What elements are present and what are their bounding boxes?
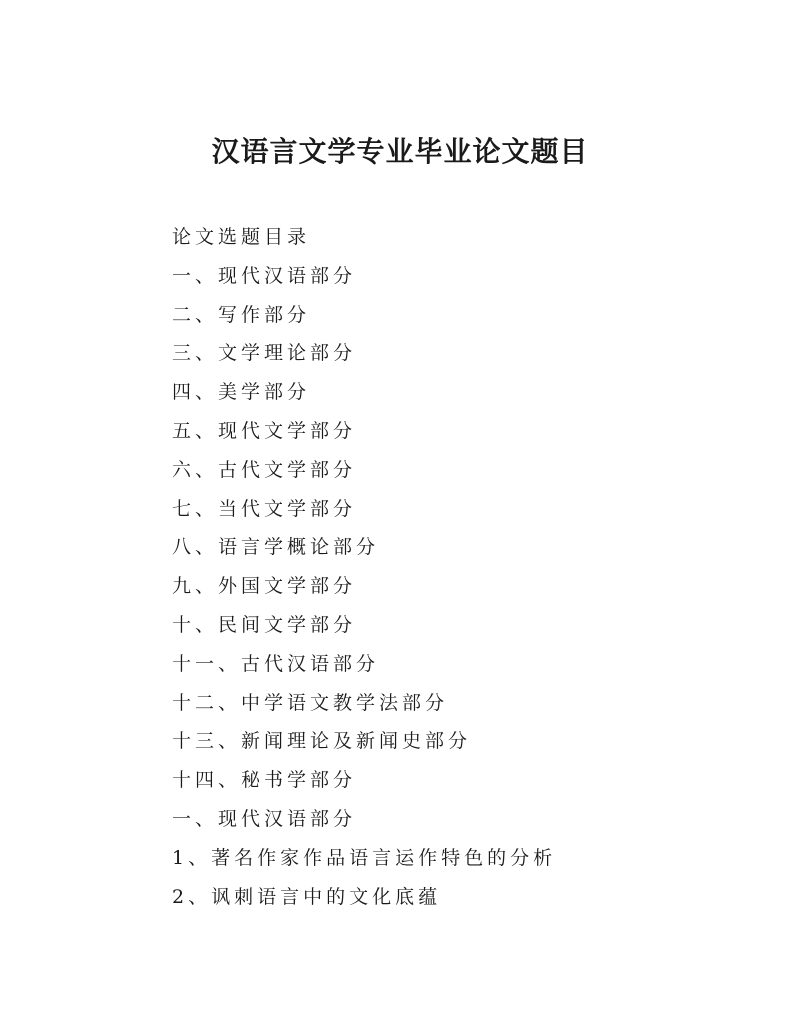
list-item: 二、写作部分 xyxy=(172,303,311,326)
document-title: 汉语言文学专业毕业论文题目 xyxy=(211,135,589,168)
list-item: 2、讽刺语言中的文化底蕴 xyxy=(172,885,442,908)
list-item: 1、著名作家作品语言运作特色的分析 xyxy=(172,846,557,869)
list-item: 十一、古代汉语部分 xyxy=(172,652,380,675)
list-item: 九、外国文学部分 xyxy=(172,575,357,598)
list-item: 十二、中学语文教学法部分 xyxy=(172,691,449,714)
list-item: 三、文学理论部分 xyxy=(172,342,357,365)
list-item: 五、现代文学部分 xyxy=(172,419,357,442)
list-item: 十三、新闻理论及新闻史部分 xyxy=(172,730,472,753)
table-of-contents xyxy=(172,218,752,916)
list-item: 八、语言学概论部分 xyxy=(172,536,380,559)
list-item: 六、古代文学部分 xyxy=(172,458,357,481)
toc-heading: 论文选题目录 xyxy=(172,226,311,248)
section-heading: 一、现代汉语部分 xyxy=(172,807,357,830)
list-item: 十、民间文学部分 xyxy=(172,613,357,636)
list-item: 一、现代汉语部分 xyxy=(172,264,357,287)
list-item: 四、美学部分 xyxy=(172,381,311,404)
list-item: 七、当代文学部分 xyxy=(172,497,357,520)
list-item: 十四、秘书学部分 xyxy=(172,769,357,792)
